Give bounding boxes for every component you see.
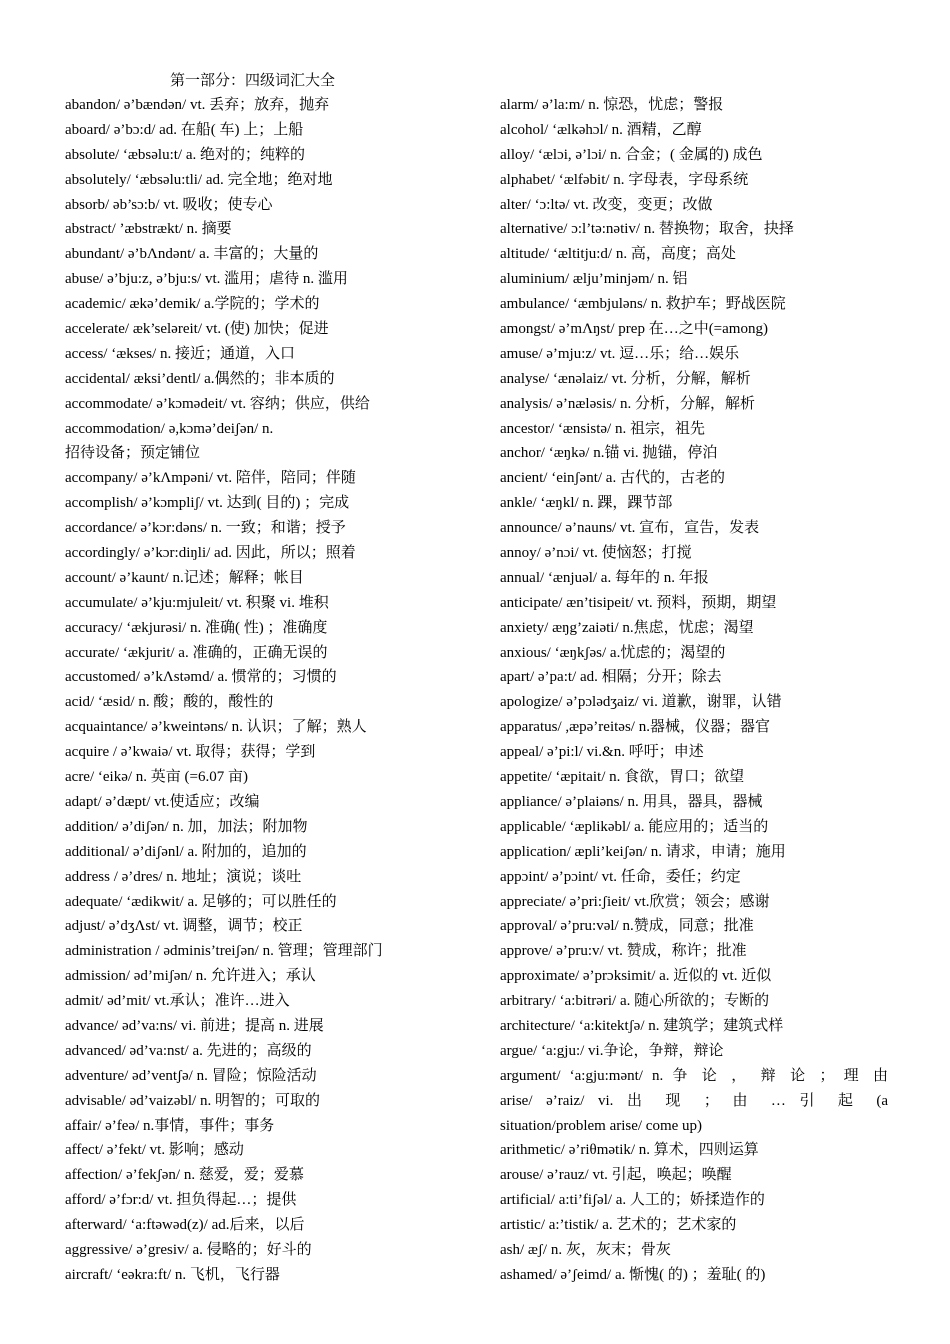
vocab-entry: accommodation/ ə,kɔmə’deiʃən/ n. — [65, 420, 274, 437]
vocab-entry: apparatus/ ,æpə’reitəs/ n.器械，仪器；器官 — [500, 719, 770, 736]
vocab-entry: ancestor/ ‘ænsistə/ n. 祖宗，祖先 — [500, 420, 705, 437]
vocab-entry: affect/ ə’fekt/ vt. 影响；感动 — [65, 1142, 244, 1159]
vocab-entry: arithmetic/ ə’riθmətik/ n. 算术，四则运算 — [500, 1142, 759, 1159]
vocab-entry: affair/ ə’feə/ n.事情，事件；事务 — [65, 1117, 275, 1134]
vocab-entry: alloy/ ‘ælɔi, ə’lɔi/ n. 合金；( 金属的) 成色 — [500, 146, 763, 163]
vocab-entry: ancient/ ‘einʃənt/ a. 古代的，古老的 — [500, 470, 725, 487]
vocab-entry: affection/ ə’fekʃən/ n. 慈爱，爱；爱慕 — [65, 1167, 304, 1184]
vocab-entry: anticipate/ æn’tisipeit/ vt. 预料，预期，期望 — [500, 594, 777, 611]
vocab-entry: arouse/ ə’rauz/ vt. 引起，唤起；唤醒 — [500, 1167, 732, 1184]
vocab-entry: aboard/ ə’bɔ:d/ ad. 在船( 车) 上；上船 — [65, 121, 304, 138]
vocab-entry: accordance/ ə’kɔr:dəns/ n. 一致；和谐；授予 — [65, 520, 346, 537]
vocab-entry: architecture/ ‘a:kitektʃə/ n. 建筑学；建筑式样 — [500, 1017, 784, 1034]
vocab-entry: alter/ ‘ɔ:ltə/ vt. 改变，变更；改做 — [500, 196, 713, 213]
vocab-entry: arise/ ə’raiz/ vi. 出 现 ； 由 … 引 起 (a — [500, 1092, 888, 1109]
vocab-entry: adjust/ ə’dʒΛst/ vt. 调整，调节；校正 — [65, 918, 303, 935]
vocab-entry: aluminium/ ælju’minjəm/ n. 铝 — [500, 271, 688, 288]
vocab-entry: appɔint/ ə’pɔint/ vt. 任命，委任；约定 — [500, 868, 741, 885]
vocab-entry: accelerate/ æk’seləreit/ vt. (使) 加快；促进 — [65, 321, 329, 338]
vocab-entry: abandon/ ə’bændən/ vt. 丢弃；放弃，抛弃 — [65, 97, 330, 113]
vocab-entry: applicable/ ‘æplikəbl/ a. 能应用的；适当的 — [500, 818, 769, 835]
vocab-entry: academic/ ækə’demik/ a.学院的；学术的 — [65, 296, 320, 313]
vocab-entry: acre/ ‘eikə/ n. 英亩 (=6.07 亩) — [65, 769, 248, 786]
vocab-entry: appeal/ ə’pi:l/ vi.&n. 呼吁；申述 — [500, 744, 704, 761]
vocab-entry: administration / ədminis’treiʃən/ n. 管理；管理部门 — [65, 943, 383, 960]
vocab-entry: acquaintance/ ə’kweintəns/ n. 认识；了解；熟人 — [65, 719, 367, 736]
vocab-entry: adapt/ ə’dæpt/ vt.使适应；改编 — [65, 793, 260, 810]
vocab-entry: situation/problem arise/ come up) — [500, 1117, 703, 1134]
vocab-entry: additional/ ə’diʃənl/ a. 附加的，追加的 — [65, 843, 307, 860]
vocab-entry: anxious/ ‘æŋkʃəs/ a.忧虑的；渴望的 — [500, 644, 726, 661]
vocab-entry: advanced/ əd’va:nst/ a. 先进的；高级的 — [65, 1042, 312, 1059]
vocab-entry: advisable/ əd’vaizəbl/ n. 明智的；可取的 — [65, 1092, 320, 1109]
vocab-entry: artificial/ a:ti’fiʃəl/ a. 人工的；娇揉造作的 — [500, 1192, 765, 1209]
vocab-entry: announce/ ə’nauns/ vt. 宣布，宣告，发表 — [500, 520, 760, 537]
vocab-entry: ankle/ ‘æŋkl/ n. 踝，踝节部 — [500, 495, 673, 512]
vocab-entry: artistic/ a:’tistik/ a. 艺术的；艺术家的 — [500, 1217, 737, 1234]
vocab-entry: adventure/ əd’ventʃə/ n. 冒险；惊险活动 — [65, 1067, 317, 1084]
vocab-entry: approve/ ə’pru:v/ vt. 赞成，称许；批准 — [500, 943, 747, 960]
vocab-entry: addition/ ə’diʃən/ n. 加，加法；附加物 — [65, 818, 308, 835]
vocab-entry: altitude/ ‘æltitju:d/ n. 高，高度；高处 — [500, 246, 736, 263]
vocab-entry: alcohol/ ‘ælkəhɔl/ n. 酒精，乙醇 — [500, 121, 702, 138]
vocab-entry: approximate/ ə’prɔksimit/ a. 近似的 vt. 近似 — [500, 968, 772, 985]
vocab-entry: absorb/ əb’sɔ:b/ vt. 吸收；使专心 — [65, 196, 273, 213]
vocab-entry: accomplish/ ə’kɔmpliʃ/ vt. 达到( 目的) ；完成 — [65, 495, 350, 512]
vocab-entry: aggressive/ ə’gresiv/ a. 侵略的；好斗的 — [65, 1241, 312, 1258]
vocab-entry: analysis/ ə’næləsis/ n. 分析，分解，解析 — [500, 395, 755, 412]
vocab-entry: abstract/ ’æbstrækt/ n. 摘要 — [65, 221, 232, 238]
vocab-entry: acquire / ə’kwaiə/ vt. 取得；获得；学到 — [65, 744, 316, 761]
vocab-entry: alternative/ ɔ:l’tə:nətiv/ n. 替换物；取舍，抉择 — [500, 221, 794, 238]
vocab-entry: appreciate/ ə’pri:ʃieit/ vt.欣赏；领会；感谢 — [500, 893, 770, 910]
vocab-entry: accurate/ ‘ækjurit/ a. 准确的，正确无误的 — [65, 644, 328, 661]
vocab-entry: adequate/ ‘ædikwit/ a. 足够的；可以胜任的 — [65, 893, 337, 910]
vocab-entry: annual/ ‘ænjuəl/ a. 每年的 n. 年报 — [500, 569, 709, 586]
vocab-entry: account/ ə’kaunt/ n.记述；解释；帐目 — [65, 569, 304, 586]
vocab-entry: accordingly/ ə’kɔr:diŋli/ ad. 因此，所以；照着 — [65, 545, 356, 562]
vocab-entry: appetite/ ‘æpitait/ n. 食欲，胃口；欲望 — [500, 769, 745, 786]
vocab-entry: ambulance/ ‘æmbjuləns/ n. 救护车；野战医院 — [500, 296, 786, 313]
right-column — [500, 95, 888, 1290]
vocab-entry: afford/ ə’fɔr:d/ vt. 担负得起…；提供 — [65, 1192, 297, 1209]
vocab-entry: ashamed/ ə’ʃeimd/ a. 惭愧( 的) ；羞耻( 的) — [500, 1266, 766, 1283]
vocab-entry: accumulate/ ə’kju:mjuleit/ vt. 积聚 vi. 堆积 — [65, 594, 329, 611]
vocab-entry: alphabet/ ‘ælfəbit/ n. 字母表，字母系统 — [500, 171, 749, 188]
vocab-entry: argument/ ‘a:gju:mənt/ n. 争 论 ， 辩 论 ； 理 由 — [500, 1067, 888, 1084]
vocab-entry: argue/ ‘a:gju:/ vi.争论，争辩，辩论 — [500, 1042, 724, 1059]
page-title: 第一部分：四级词汇大全 — [170, 73, 336, 89]
vocab-entry: accommodate/ ə’kɔmədeit/ vt. 容纳；供应，供给 — [65, 395, 370, 412]
vocab-entry: accompany/ ə’kΛmpəni/ vt. 陪伴，陪同；伴随 — [65, 470, 356, 487]
vocab-entry: aircraft/ ‘eəkra:ft/ n. 飞机，飞行器 — [65, 1266, 280, 1283]
vocab-entry: approval/ ə’pru:vəl/ n.赞成，同意；批准 — [500, 918, 754, 935]
vocab-entry: anchor/ ‘æŋkə/ n.锚 vi. 抛锚，停泊 — [500, 445, 718, 462]
vocab-entry: advance/ əd’va:ns/ vi. 前进；提高 n. 进展 — [65, 1017, 324, 1034]
vocab-entry: absolute/ ‘æbsəlu:t/ a. 绝对的；纯粹的 — [65, 146, 305, 163]
vocab-entry: alarm/ ə’la:m/ n. 惊恐，忧虑；警报 — [500, 97, 724, 113]
vocab-entry: absolutely/ ‘æbsəlu:tli/ ad. 完全地；绝对地 — [65, 171, 333, 188]
vocab-entry: abuse/ ə’bju:z, ə’bju:s/ vt. 滥用；虐待 n. 滥用 — [65, 271, 348, 288]
vocab-entry: amuse/ ə’mju:z/ vt. 逗…乐；给…娱乐 — [500, 345, 740, 362]
vocab-entry: admit/ əd’mit/ vt.承认；准许…进入 — [65, 993, 290, 1010]
vocab-entry: 招待设备；预定铺位 — [65, 445, 201, 462]
vocab-entry: application/ æpli’keiʃən/ n. 请求，申请；施用 — [500, 843, 786, 860]
vocab-entry: admission/ əd’miʃən/ n. 允许进入；承认 — [65, 968, 316, 985]
vocab-entry: acid/ ‘æsid/ n. 酸；酸的，酸性的 — [65, 694, 274, 711]
vocab-entry: accuracy/ ‘ækjurəsi/ n. 准确( 性) ；准确度 — [65, 619, 328, 636]
vocab-entry: anxiety/ æŋg’zaiəti/ n.焦虑，忧虑；渴望 — [500, 619, 754, 636]
vocab-entry: abundant/ ə’bΛndənt/ a. 丰富的；大量的 — [65, 246, 319, 263]
vocab-entry: apologize/ ə’pɔlədʒaiz/ vi. 道歉，谢罪，认错 — [500, 694, 782, 711]
vocab-entry: arbitrary/ ‘a:bitrəri/ a. 随心所欲的；专断的 — [500, 993, 770, 1010]
vocab-entry: accustomed/ ə’kΛstəmd/ a. 惯常的；习惯的 — [65, 669, 337, 686]
vocab-entry: apart/ ə’pa:t/ ad. 相隔；分开；除去 — [500, 669, 722, 686]
vocab-entry: analyse/ ‘ænəlaiz/ vt. 分析，分解，解析 — [500, 370, 751, 387]
left-column — [65, 95, 490, 1290]
vocab-entry: access/ ‘ækses/ n. 接近；通道，入口 — [65, 345, 295, 362]
vocab-entry: amongst/ ə’mΛŋst/ prep 在…之中(=among) — [500, 321, 768, 338]
vocab-entry: annoy/ ə’nɔi/ vt. 使恼怒；打搅 — [500, 545, 692, 562]
vocab-entry: accidental/ æksi’dentl/ a.偶然的；非本质的 — [65, 370, 335, 387]
vocab-entry: appliance/ ə’plaiəns/ n. 用具，器具，器械 — [500, 793, 763, 810]
vocab-entry: ash/ æʃ/ n. 灰，灰末；骨灰 — [500, 1241, 671, 1258]
vocab-entry: afterward/ ‘a:ftəwəd(z)/ ad.后来，以后 — [65, 1217, 305, 1234]
vocab-entry: address / ə’dres/ n. 地址；演说；谈吐 — [65, 868, 302, 885]
